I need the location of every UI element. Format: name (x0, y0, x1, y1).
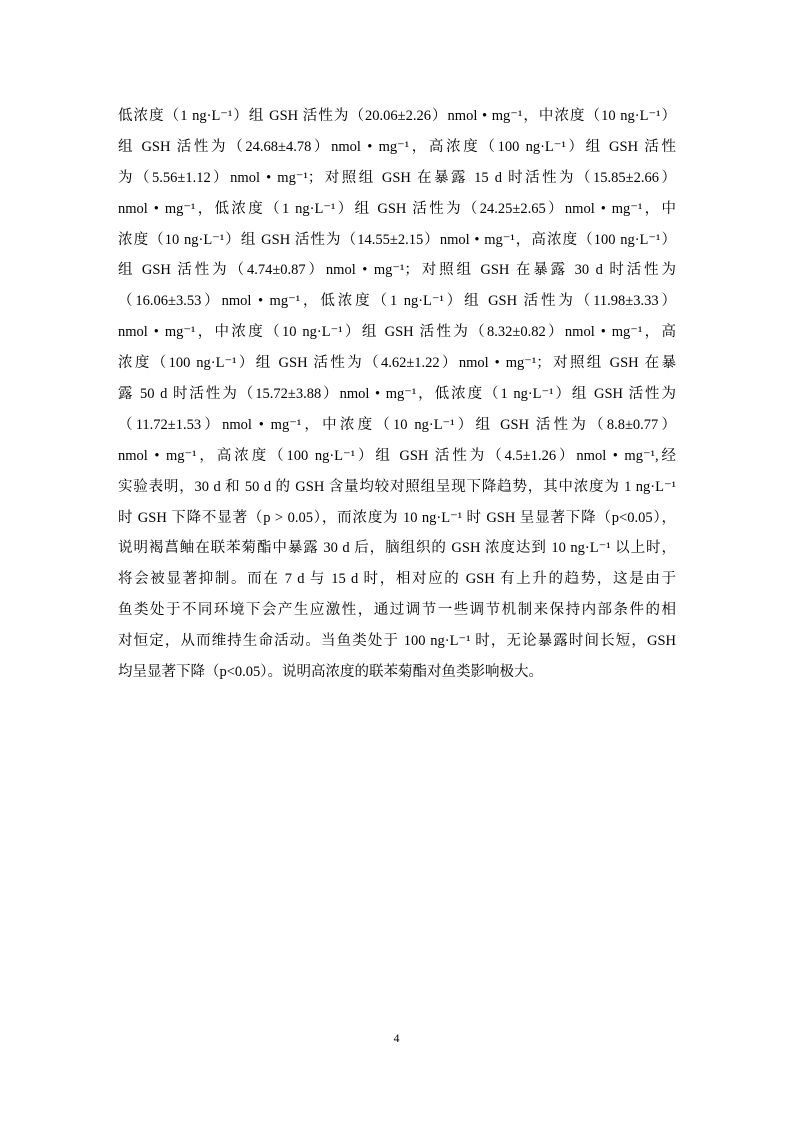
text-line: 将会被显著抑制。而在 7 d 与 15 d 时，相对应的 GSH 有上升的趋势，这是由于 (118, 571, 676, 588)
text-line: 组 GSH 活性为（4.74±0.87）nmol • mg⁻¹；对照组 GSH 在暴露 30 d 时活性为 (118, 262, 676, 279)
text-line: 露 50 d 时活性为（15.72±3.88）nmol • mg⁻¹，低浓度（1 ng·L⁻¹）组 GSH 活性为 (118, 386, 676, 403)
text-line: 浓度（10 ng·L⁻¹）组 GSH 活性为（14.55±2.15）nmol • mg⁻¹，高浓度（100 ng·L⁻¹） (118, 231, 676, 248)
text-line: 实验表明，30 d 和 50 d 的 GSH 含量均较对照组呈现下降趋势，其中浓度为 1 ng·L⁻¹ (118, 478, 676, 495)
text-line: nmol • mg⁻¹，低浓度（1 ng·L⁻¹）组 GSH 活性为（24.25±2.65）nmol • mg⁻¹，中 (118, 200, 676, 217)
text-line: 说明褐菖鲉在联苯菊酯中暴露 30 d 后，脑组织的 GSH 浓度达到 10 ng·L⁻¹ 以上时， (118, 540, 676, 557)
text-line: 时 GSH 下降不显著（p > 0.05），而浓度为 10 ng·L⁻¹ 时 GSH 呈显著下降（p<0.05）， (118, 509, 676, 526)
text-line: 浓度（100 ng·L⁻¹）组 GSH 活性为（4.62±1.22）nmol • mg⁻¹；对照组 GSH 在暴 (118, 355, 676, 372)
text-line: （11.72±1.53）nmol • mg⁻¹，中浓度（10 ng·L⁻¹）组 GSH 活性为（8.8±0.77） (118, 416, 676, 433)
text-line: 鱼类处于不同环境下会产生应激性，通过调节一些调节机制来保持内部条件的相 (118, 602, 676, 619)
text-line: nmol • mg⁻¹，中浓度（10 ng·L⁻¹）组 GSH 活性为（8.32±0.82）nmol • mg⁻¹，高 (118, 324, 676, 341)
text-line: 对恒定，从而维持生命活动。当鱼类处于 100 ng·L⁻¹ 时，无论暴露时间长短，GSH (118, 633, 676, 650)
body-paragraph (118, 101, 676, 688)
text-line: （16.06±3.53）nmol • mg⁻¹，低浓度（1 ng·L⁻¹）组 GSH 活性为（11.98±3.33） (118, 293, 676, 310)
page-number: 4 (393, 1031, 400, 1045)
text-line: nmol • mg⁻¹，高浓度（100 ng·L⁻¹）组 GSH 活性为（4.5±1.26）nmol • mg⁻¹,经 (118, 447, 676, 464)
text-line: 为（5.56±1.12）nmol • mg⁻¹；对照组 GSH 在暴露 15 d 时活性为（15.85±2.66） (118, 169, 676, 186)
text-line: 组 GSH 活性为（24.68±4.78）nmol • mg⁻¹，高浓度（100 ng·L⁻¹）组 GSH 活性 (118, 138, 676, 155)
text-line: 低浓度（1 ng·L⁻¹）组 GSH 活性为（20.06±2.26）nmol • mg⁻¹，中浓度（10 ng·L⁻¹） (118, 108, 676, 124)
text-line: 均呈显著下降（p<0.05）。说明高浓度的联苯菊酯对鱼类影响极大。 (118, 664, 544, 681)
